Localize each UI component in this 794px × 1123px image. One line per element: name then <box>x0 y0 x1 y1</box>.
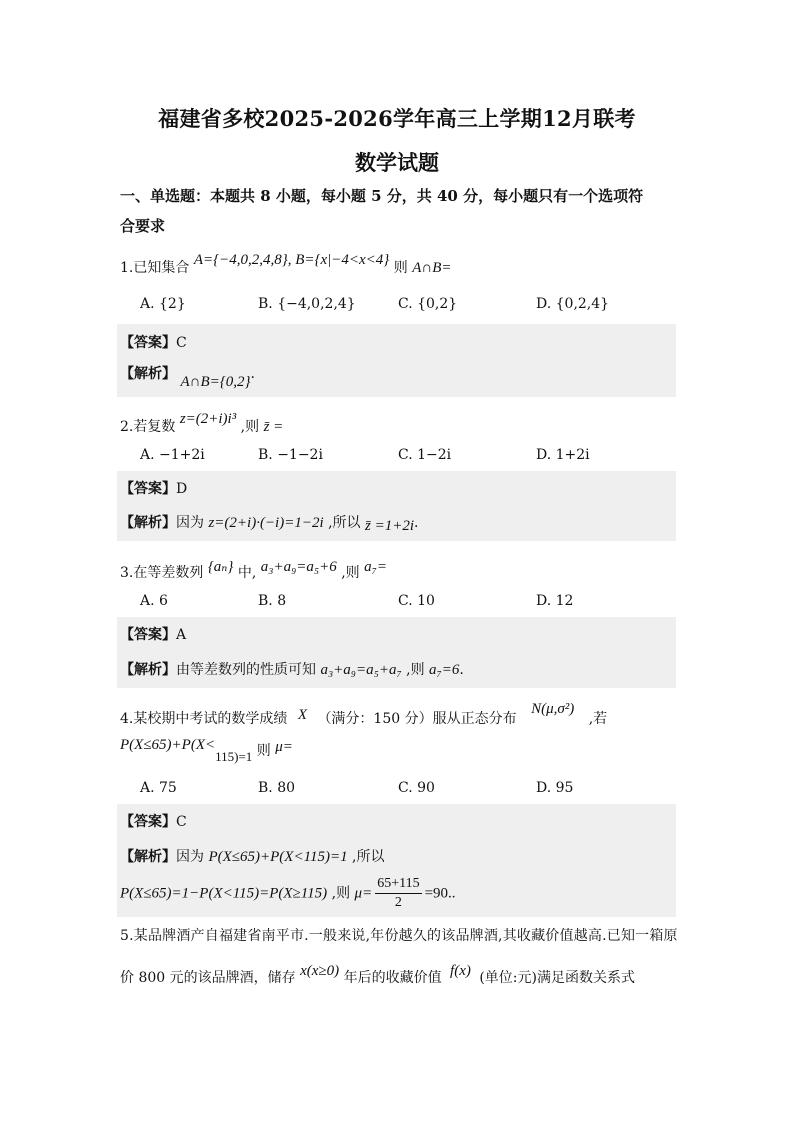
q3-option-d: D. 12 <box>536 593 574 609</box>
q3-option-a: A. 6 <box>140 593 168 609</box>
q3-analysis-text: 由等差数列的性质可知 <box>176 662 316 678</box>
q2-answer: D <box>176 481 188 497</box>
q4-line2-suffix: 则 <box>256 743 271 759</box>
q4-option-a: A. 75 <box>140 780 177 796</box>
answer-label: 【答案】 <box>120 481 176 497</box>
q4-line1-a: 4.某校期中考试的数学成绩 <box>120 711 288 727</box>
q1-math-intersection: A∩B= <box>412 260 452 276</box>
q5-math-x: x(x≥0) <box>300 963 340 979</box>
q4-answer-row <box>120 811 187 831</box>
q3-suffix: ,则 <box>341 565 360 581</box>
analysis-label: 【解析】 <box>120 849 176 865</box>
q4-option-b: B. 80 <box>258 780 296 796</box>
q2-option-c: C. 1−2i <box>398 447 452 463</box>
q3-analysis-math2: a₇=6 <box>429 662 460 678</box>
q4-math-x: X <box>297 707 307 723</box>
q5-line2-c: (单位:元)满足函数关系式 <box>479 970 635 986</box>
q3-answer-row <box>120 624 186 644</box>
q2-option-a: A. −1+2i <box>140 447 205 463</box>
analysis-label: 【解析】 <box>120 366 176 382</box>
q4-fraction <box>375 875 421 912</box>
question-5-line1: 5.某品牌酒产自福建省南平市.一般来说,年份越久的该品牌酒,其收藏价值越高.已知一箱原 <box>120 928 678 944</box>
q1-answer-row <box>120 332 187 352</box>
q3-analysis-end: . <box>459 662 464 678</box>
q4-analysis-end: =90.. <box>424 885 456 902</box>
q3-math-eq: a₃+a₉=a₅+6 <box>260 559 337 575</box>
question-5-line2 <box>120 963 635 987</box>
q2-option-d: D. 1+2i <box>536 447 590 463</box>
question-4-line1 <box>120 701 608 728</box>
q2-analysis-math: z=(2+i)·(−i)=1−2i <box>208 515 324 531</box>
question-2-stem <box>120 411 284 436</box>
q4-analysis-line2-math: P(X≤65)=1−P(X<115)=P(X≥115) <box>120 885 328 902</box>
q4-analysis-mid: ,所以 <box>352 849 385 865</box>
q2-analysis-row <box>120 512 418 532</box>
q4-math-normal: N(μ,σ²) <box>531 701 575 717</box>
q4-fraction-denominator: 2 <box>394 895 402 910</box>
q4-analysis-mu: μ= <box>354 885 373 902</box>
q1-suffix: 则 <box>393 260 408 276</box>
q3-analysis-mid: ,则 <box>406 662 425 678</box>
q4-answer: C <box>176 814 187 830</box>
q5-line2-b: 年后的收藏价值 <box>343 970 442 986</box>
q5-line2-a: 价 800 元的该品牌酒，储存 <box>120 970 296 986</box>
q5-math-fx: f(x) <box>450 963 471 979</box>
answer-label: 【答案】 <box>120 814 176 830</box>
analysis-label: 【解析】 <box>120 662 176 678</box>
q4-analysis-line2-mid: ,则 <box>331 885 351 902</box>
q2-answer-row <box>120 478 187 498</box>
q3-math-a7: a₇= <box>364 559 387 575</box>
section-heading-line1: 一、单选题：本题共 8 小题，每小题 5 分，共 40 分，每小题只有一个选项符 <box>120 187 644 205</box>
q3-option-c: C. 10 <box>398 593 435 609</box>
document-title: 福建省多校2025-2026学年高三上学期12月联考 <box>158 106 636 131</box>
q3-analysis-row <box>120 659 464 679</box>
q4-analysis-row1 <box>120 846 384 866</box>
question-1-stem <box>120 252 452 277</box>
question-4-line2 <box>120 737 293 764</box>
q1-prefix: 1.已知集合 <box>120 260 190 276</box>
document-subtitle: 数学试题 <box>355 150 439 175</box>
q1-option-c: C. {0,2} <box>398 296 458 312</box>
q4-math-mu: μ= <box>275 739 293 755</box>
q1-option-b: B. {−4,0,2,4} <box>258 296 356 312</box>
section-heading <box>120 181 680 241</box>
q1-math-sets: A={−4,0,2,4,8}, B={x|−4<x<4} <box>193 252 390 268</box>
q4-fraction-numerator: 65+115 <box>375 875 421 894</box>
q3-mid: 中, <box>237 565 257 581</box>
q2-prefix: 2.若复数 <box>120 419 176 435</box>
q4-option-c: C. 90 <box>398 780 435 796</box>
q4-line1-c: ,若 <box>588 711 608 727</box>
q2-analysis-text: 因为 <box>176 515 204 531</box>
q4-option-d: D. 95 <box>536 780 574 796</box>
analysis-label: 【解析】 <box>120 515 176 531</box>
q4-analysis-row2 <box>120 875 456 912</box>
q3-prefix: 3.在等差数列 <box>120 565 204 581</box>
q3-math-seq: {aₙ} <box>207 559 234 575</box>
question-3-stem <box>120 559 387 582</box>
q3-option-b: B. 8 <box>258 593 287 609</box>
q1-analysis-row <box>120 363 255 390</box>
q2-math-conj: z̄ = <box>263 419 284 435</box>
answer-label: 【答案】 <box>120 335 176 351</box>
q2-option-b: B. −1−2i <box>258 447 323 463</box>
q2-suffix: ,则 <box>240 419 260 435</box>
q2-analysis-end: . <box>414 515 419 531</box>
q1-answer: C <box>176 335 187 351</box>
q1-option-d: D. {0,2,4} <box>536 296 610 312</box>
section-heading-line2: 合要求 <box>120 217 166 235</box>
q4-math-prob: P(X≤65)+P(X< <box>120 737 216 753</box>
q4-analysis-math: P(X≤65)+P(X<115)=1 <box>208 849 348 865</box>
q1-analysis-end: . <box>250 366 255 382</box>
answer-label: 【答案】 <box>120 627 176 643</box>
q1-analysis-math: A∩B={0,2} <box>180 374 251 390</box>
q4-math-prob-b: 115)=1 <box>215 749 253 764</box>
q4-analysis-text: 因为 <box>176 849 204 865</box>
q2-math-z: z=(2+i)i³ <box>179 411 237 427</box>
q4-line1-b: （满分：150 分）服从正态分布 <box>317 711 517 727</box>
q3-analysis-math: a₃+a₉=a₅+a₇ <box>320 662 402 678</box>
q1-option-a: A. {2} <box>140 296 186 312</box>
q2-analysis-mid: ,所以 <box>328 515 361 531</box>
q3-answer: A <box>176 627 187 643</box>
q2-analysis-math2: z̄ =1+2i <box>365 518 414 534</box>
